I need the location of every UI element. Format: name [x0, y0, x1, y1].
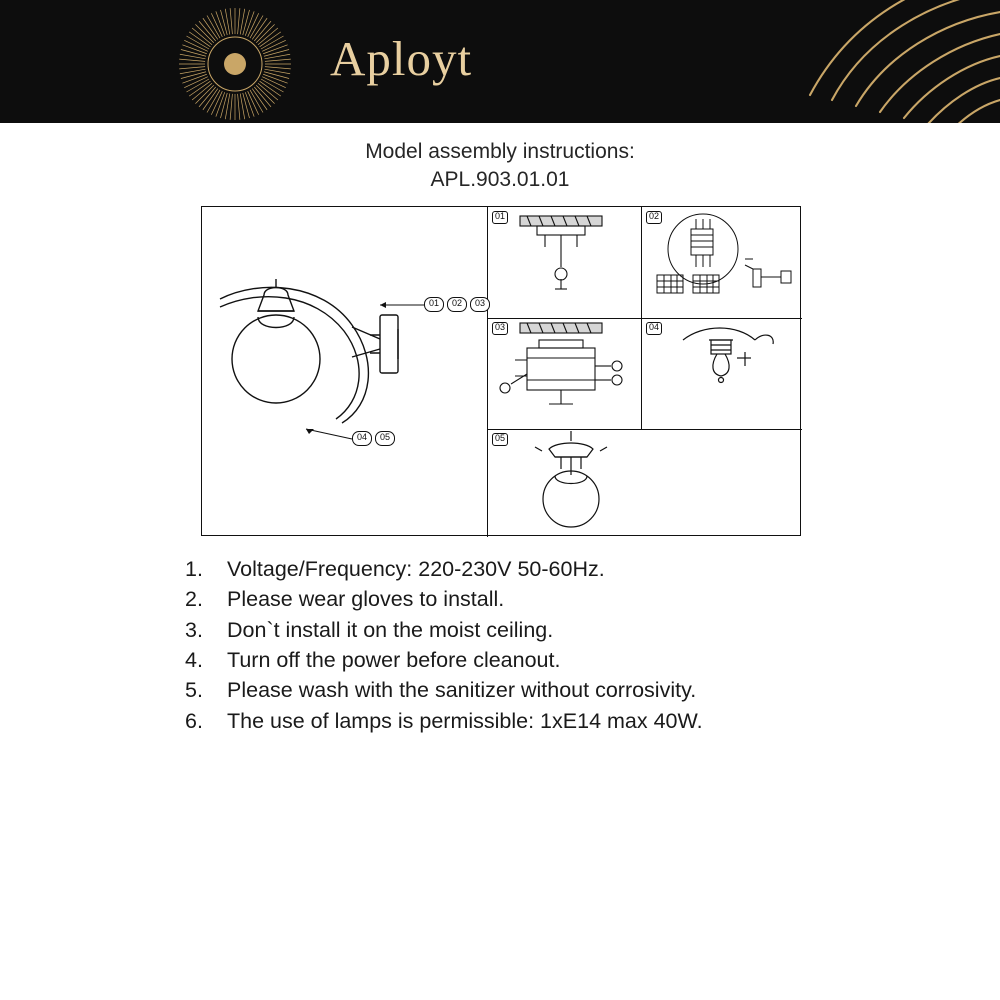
note-text: Turn off the power before cleanout. [227, 647, 561, 672]
step-cell-03 [487, 318, 641, 429]
brand-wordmark: Aployt [330, 31, 473, 86]
note-item [185, 554, 885, 584]
instruction-notes-list [185, 554, 885, 736]
note-item [185, 584, 885, 614]
callout-label-02: 02 [447, 297, 467, 312]
note-text: The use of lamps is permissible: 1xE14 max 40W. [227, 708, 703, 733]
step-illustration-02 [641, 207, 802, 318]
step-illustration-01 [487, 207, 641, 318]
note-item [185, 675, 885, 705]
step-number-02: 02 [646, 211, 662, 224]
sunburst-icon [178, 7, 292, 121]
callout-label-01: 01 [424, 297, 444, 312]
note-index: 5. [185, 678, 203, 703]
callout-bottom-labels [352, 431, 395, 446]
callout-label-04: 04 [352, 431, 372, 446]
note-index: 1. [185, 557, 203, 581]
note-item [185, 645, 885, 675]
note-text: Voltage/Frequency: 220-230V 50-60Hz. [227, 557, 605, 581]
note-index: 6. [185, 708, 203, 733]
step-illustration-04 [641, 318, 802, 429]
callout-label-03: 03 [470, 297, 490, 312]
note-text: Don`t install it on the moist ceiling. [227, 617, 554, 642]
note-index: 2. [185, 587, 203, 612]
callout-leader-bottom [302, 425, 356, 447]
callout-label-05: 05 [375, 431, 395, 446]
fan-rays-icon [660, 0, 1000, 123]
note-index: 4. [185, 647, 203, 672]
step-cell-04 [641, 318, 802, 429]
note-item [185, 706, 885, 736]
callout-leader-top [380, 297, 430, 313]
product-illustration [202, 207, 487, 537]
callout-top-labels [424, 297, 490, 312]
note-index: 3. [185, 617, 203, 642]
note-text: Please wash with the sanitizer without corrosivity. [227, 678, 697, 703]
header-banner [0, 0, 1000, 123]
step-cell-05 [487, 429, 802, 536]
step-cell-01 [487, 207, 641, 318]
step-illustration-05 [487, 429, 802, 536]
assembly-diagram [201, 206, 801, 536]
step-number-03: 03 [492, 322, 508, 335]
step-cell-02 [641, 207, 802, 318]
step-number-04: 04 [646, 322, 662, 335]
model-number: APL.903.01.01 [430, 168, 570, 192]
page-title [0, 138, 1000, 195]
step-number-05: 05 [492, 433, 508, 446]
note-item [185, 615, 885, 645]
step-number-01: 01 [492, 211, 508, 224]
step-illustration-03 [487, 318, 641, 429]
note-text: Please wear gloves to install. [227, 587, 505, 612]
title-text: Model assembly instructions: [365, 140, 635, 163]
